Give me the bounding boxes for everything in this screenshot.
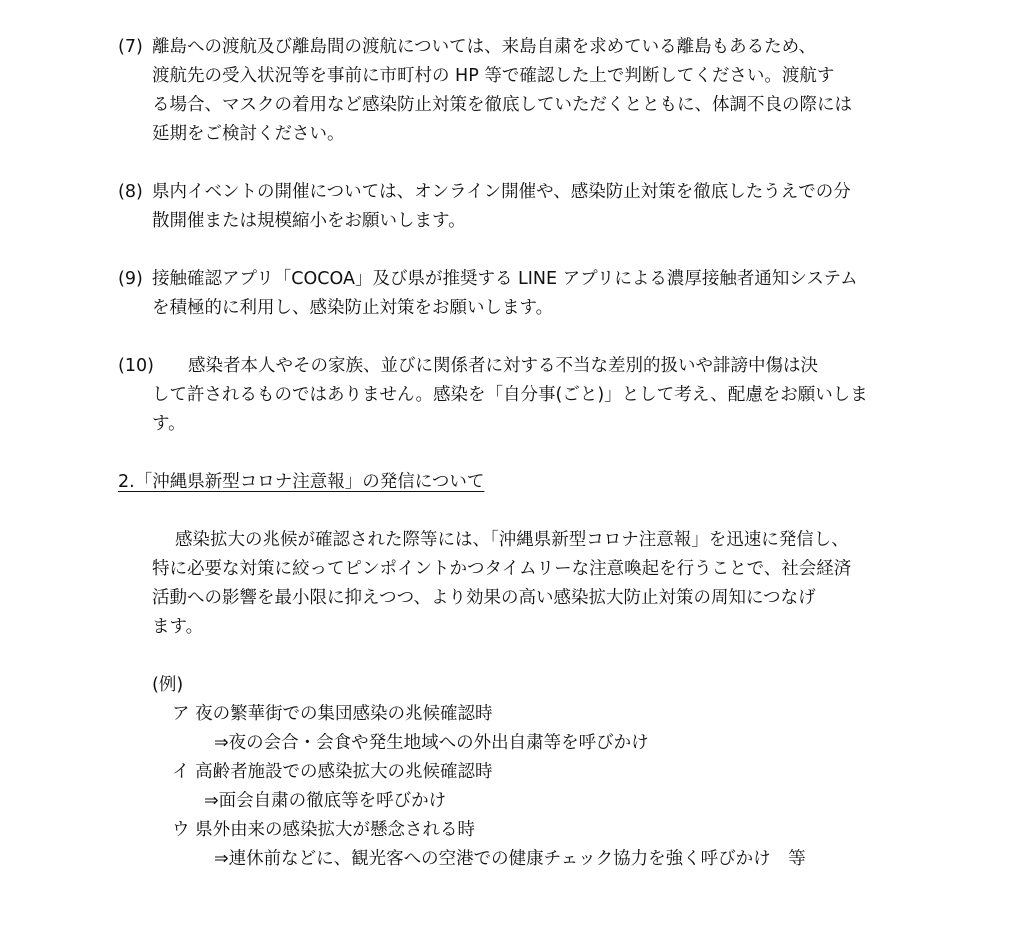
paragraph-line: ます。 [152,617,204,637]
item-line: 延期をご検討ください。 [152,124,345,144]
example-item: イ 高齢者施設での感染拡大の兆候確認時 [172,762,493,782]
item-line: 散開催または規模縮小をお願いします。 [152,211,466,231]
section-heading: 2.「沖縄県新型コロナ注意報」の発信について [118,472,485,492]
item-line: る場合、マスクの着用など感染防止対策を徹底していただくとともに、体調不良の際には [152,95,852,115]
item-line: 離島への渡航及び離島間の渡航については、来島自粛を求めている離島もあるため、 [152,37,816,57]
item-line: 県内イベントの開催については、オンライン開催や、感染防止対策を徹底したうえでの分 [152,182,851,202]
item-number: (10) [118,356,154,376]
item-line: を積極的に利用し、感染防止対策をお願いします。 [152,298,554,318]
item-line: す。 [152,414,186,434]
example-action: ⇒夜の会合・会食や発生地域への外出自粛等を呼びかけ [214,733,649,753]
example-label: (例) [152,675,184,695]
example-action: ⇒面会自粛の徹底等を呼びかけ [204,791,447,811]
paragraph-line: 特に必要な対策に絞ってピンポイントかつタイムリーな注意喚起を行うことで、社会経済 [152,559,852,579]
item-line: して許されるものではありません。感染を「自分事(ごと)」として考え、配慮をお願いしま [152,385,868,405]
item-number: (7) [118,37,143,57]
example-item: ウ 県外由来の感染拡大が懸念される時 [172,820,476,840]
example-action: ⇒連休前などに、観光客への空港での健康チェック協力を強く呼びかけ 等 [214,849,806,869]
item-number: (8) [118,182,143,202]
item-number: (9) [118,269,143,289]
paragraph-line: 感染拡大の兆候が確認された際等には、「沖縄県新型コロナ注意報」を迅速に発信し、 [175,530,849,550]
paragraph-line: 活動への影響を最小限に抑えつつ、より効果の高い感染拡大防止対策の周知につなげ [152,588,816,608]
item-line: 渡航先の受入状況等を事前に市町村の HP 等で確認した上で判断してください。渡航す [152,66,835,86]
item-line: 感染者本人やその家族、並びに関係者に対する不当な差別的扱いや誹謗中傷は決 [188,356,818,376]
example-item: ア 夜の繁華街での集団感染の兆候確認時 [172,704,493,724]
item-line: 接触確認アプリ「COCOA」及び県が推奨する LINE アプリによる濃厚接触者通知システム [152,269,858,289]
